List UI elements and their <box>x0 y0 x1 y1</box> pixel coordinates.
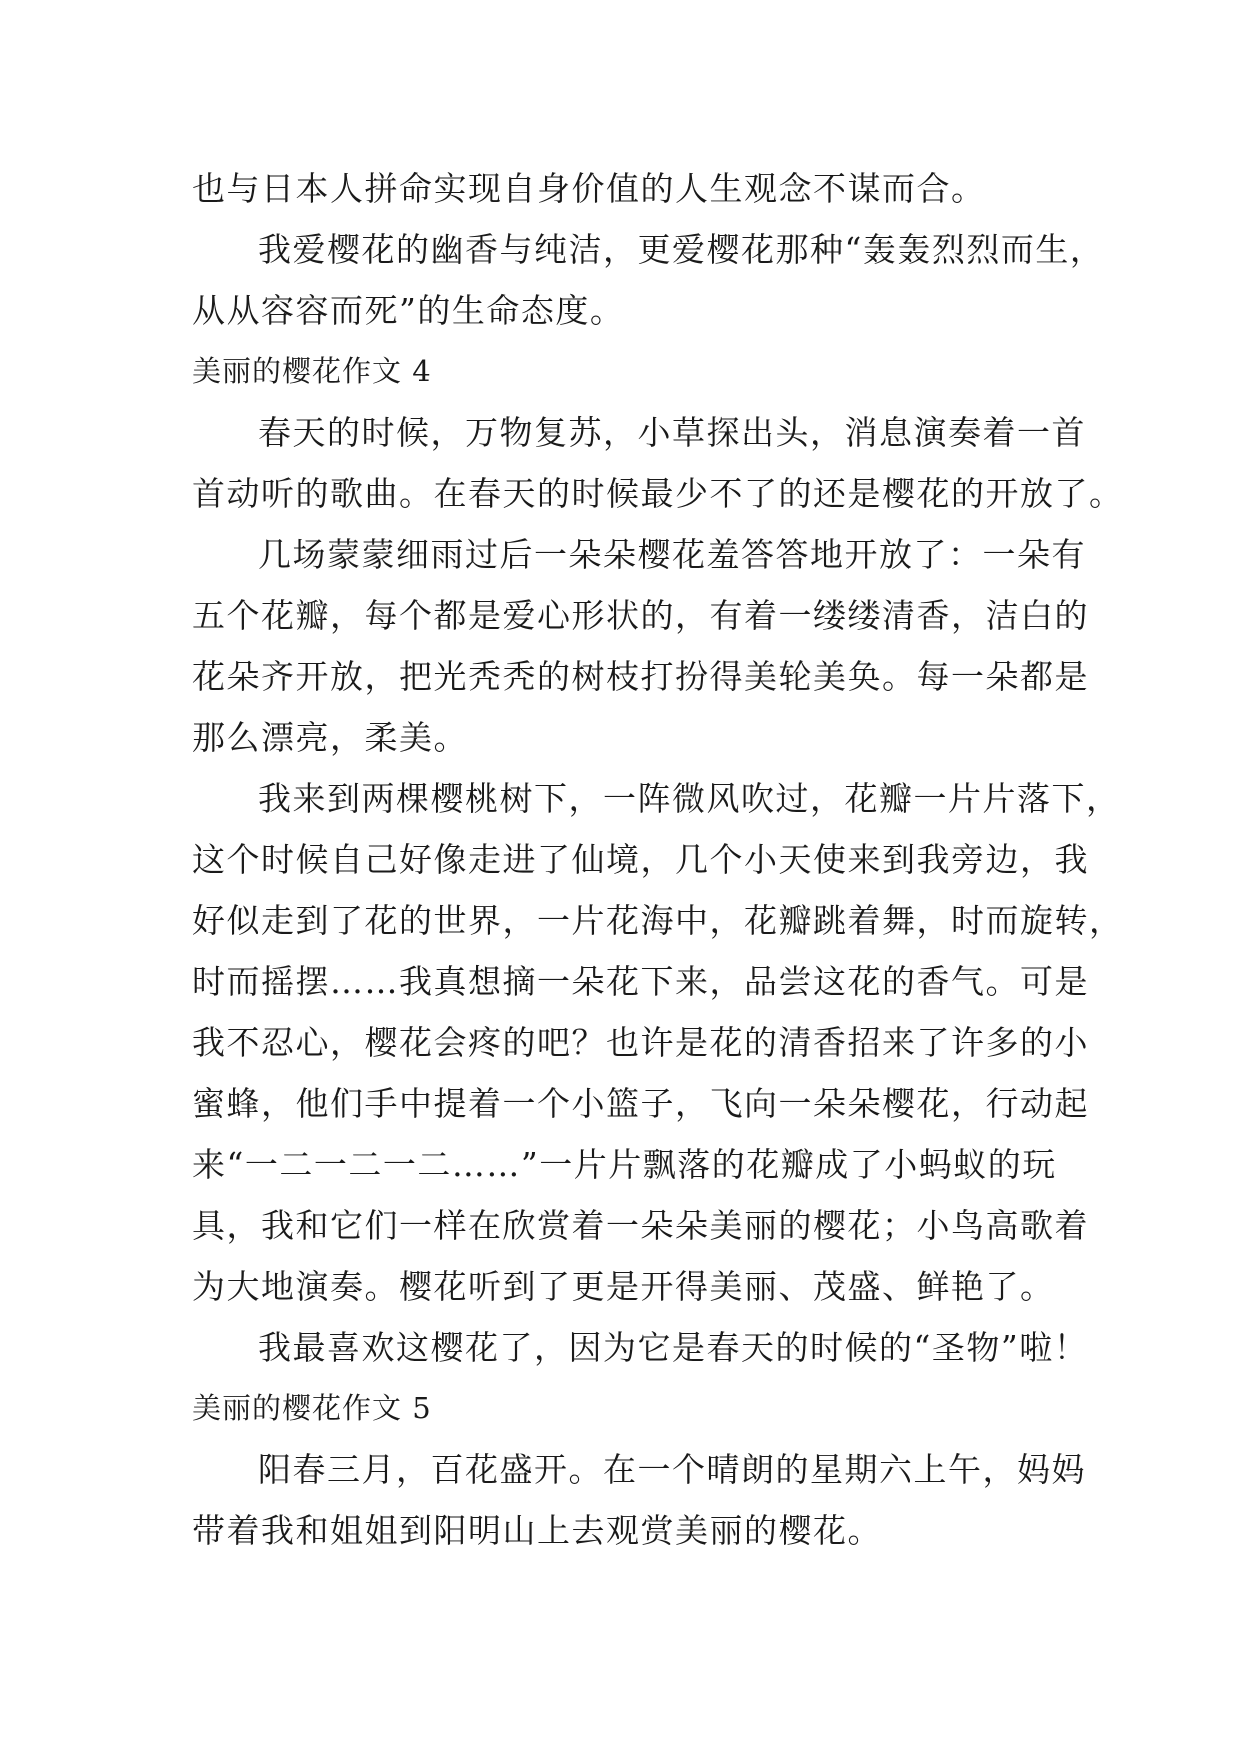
paragraph-line: 五个花瓣，每个都是爱心形状的，有着一缕缕清香，洁白的 <box>192 596 1089 635</box>
paragraph-line: 蜜蜂，他们手中提着一个小篮子，飞向一朵朵樱花，行动起 <box>192 1084 1089 1123</box>
paragraph-line: 我最喜欢这樱花了，因为它是春天的时候的“圣物”啦！ <box>258 1328 1089 1367</box>
paragraph-line: 时而摇摆……我真想摘一朵花下来，品尝这花的香气。可是 <box>192 962 1089 1001</box>
paragraph-line: 我爱樱花的幽香与纯洁，更爱樱花那种“轰轰烈烈而生， <box>258 230 1105 269</box>
paragraph-line: 为大地演奏。樱花听到了更是开得美丽、茂盛、鲜艳了。 <box>192 1267 1055 1306</box>
paragraph-line: 首动听的歌曲。在春天的时候最少不了的还是樱花的开放了。 <box>192 474 1124 513</box>
paragraph-line: 春天的时候，万物复苏，小草探出头，消息演奏着一首 <box>258 413 1086 452</box>
section-heading: 美丽的樱花作文 5 <box>192 1391 432 1425</box>
paragraph-line: 那么漂亮，柔美。 <box>192 718 468 757</box>
paragraph-line: 来“一二一二一二……”一片片飘落的花瓣成了小蚂蚁的玩 <box>192 1145 1057 1184</box>
paragraph-line: 从从容容而死”的生命态度。 <box>192 291 625 330</box>
section-heading: 美丽的樱花作文 4 <box>192 354 432 388</box>
paragraph-line: 花朵齐开放，把光秃秃的树枝打扮得美轮美奂。每一朵都是 <box>192 657 1089 696</box>
paragraph-line: 我来到两棵樱桃树下，一阵微风吹过，花瓣一片片落下， <box>258 779 1121 818</box>
paragraph-line: 阳春三月，百花盛开。在一个晴朗的星期六上午，妈妈 <box>258 1450 1086 1489</box>
paragraph-line: 具，我和它们一样在欣赏着一朵朵美丽的樱花；小鸟高歌着 <box>192 1206 1089 1245</box>
paragraph-line: 几场蒙蒙细雨过后一朵朵樱花羞答答地开放了：一朵有 <box>258 535 1086 574</box>
paragraph-line: 也与日本人拼命实现自身价值的人生观念不谋而合。 <box>192 169 986 208</box>
paragraph-line: 我不忍心，樱花会疼的吧？也许是花的清香招来了许多的小 <box>192 1023 1089 1062</box>
paragraph-line: 带着我和姐姐到阳明山上去观赏美丽的樱花。 <box>192 1511 882 1550</box>
document-page <box>192 158 1124 1561</box>
paragraph-line: 好似走到了花的世界，一片花海中，花瓣跳着舞，时而旋转， <box>192 901 1124 940</box>
paragraph-line: 这个时候自己好像走进了仙境，几个小天使来到我旁边，我 <box>192 840 1089 879</box>
